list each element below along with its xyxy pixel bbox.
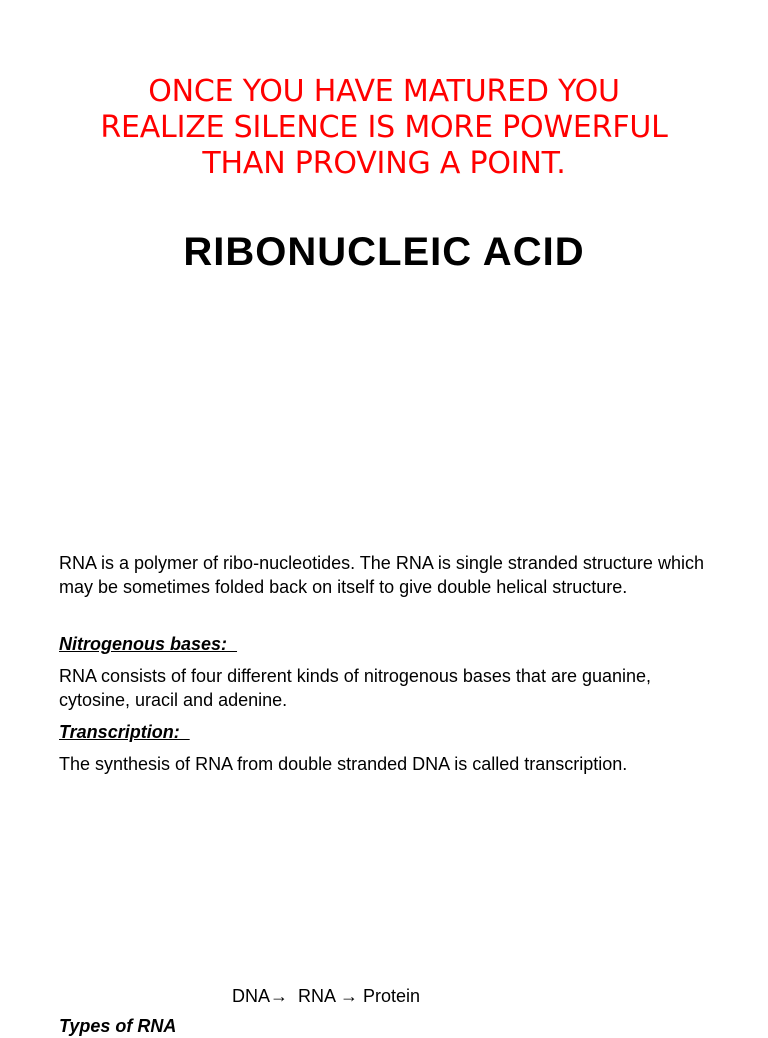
nitrogenous-bases-paragraph: RNA consists of four different kinds of nitrogenous bases that are guanine, cytosine, uracil and adenine.	[59, 666, 652, 710]
section-heading-nitrogenous-bases: Nitrogenous bases:	[59, 634, 238, 654]
transcription-paragraph: The synthesis of RNA from double stranded DNA is called transcription.	[59, 754, 628, 774]
motivational-quote: ONCE YOU HAVE MATURED YOU REALIZE SILENCE IS MORE POWERFUL THAN PROVING A POINT.	[100, 74, 668, 181]
section-heading-types-of-rna: Types of RNA	[59, 1016, 177, 1036]
page-title: RIBONUCLEIC ACID	[183, 230, 585, 274]
central-dogma-flow: DNA→ RNA → Protein	[232, 986, 421, 1006]
intro-paragraph: RNA is a polymer of ribo-nucleotides. The RNA is single stranded structure which may be sometimes folded back on itself to give double helical structure.	[59, 553, 704, 597]
section-heading-transcription: Transcription:	[59, 722, 190, 742]
